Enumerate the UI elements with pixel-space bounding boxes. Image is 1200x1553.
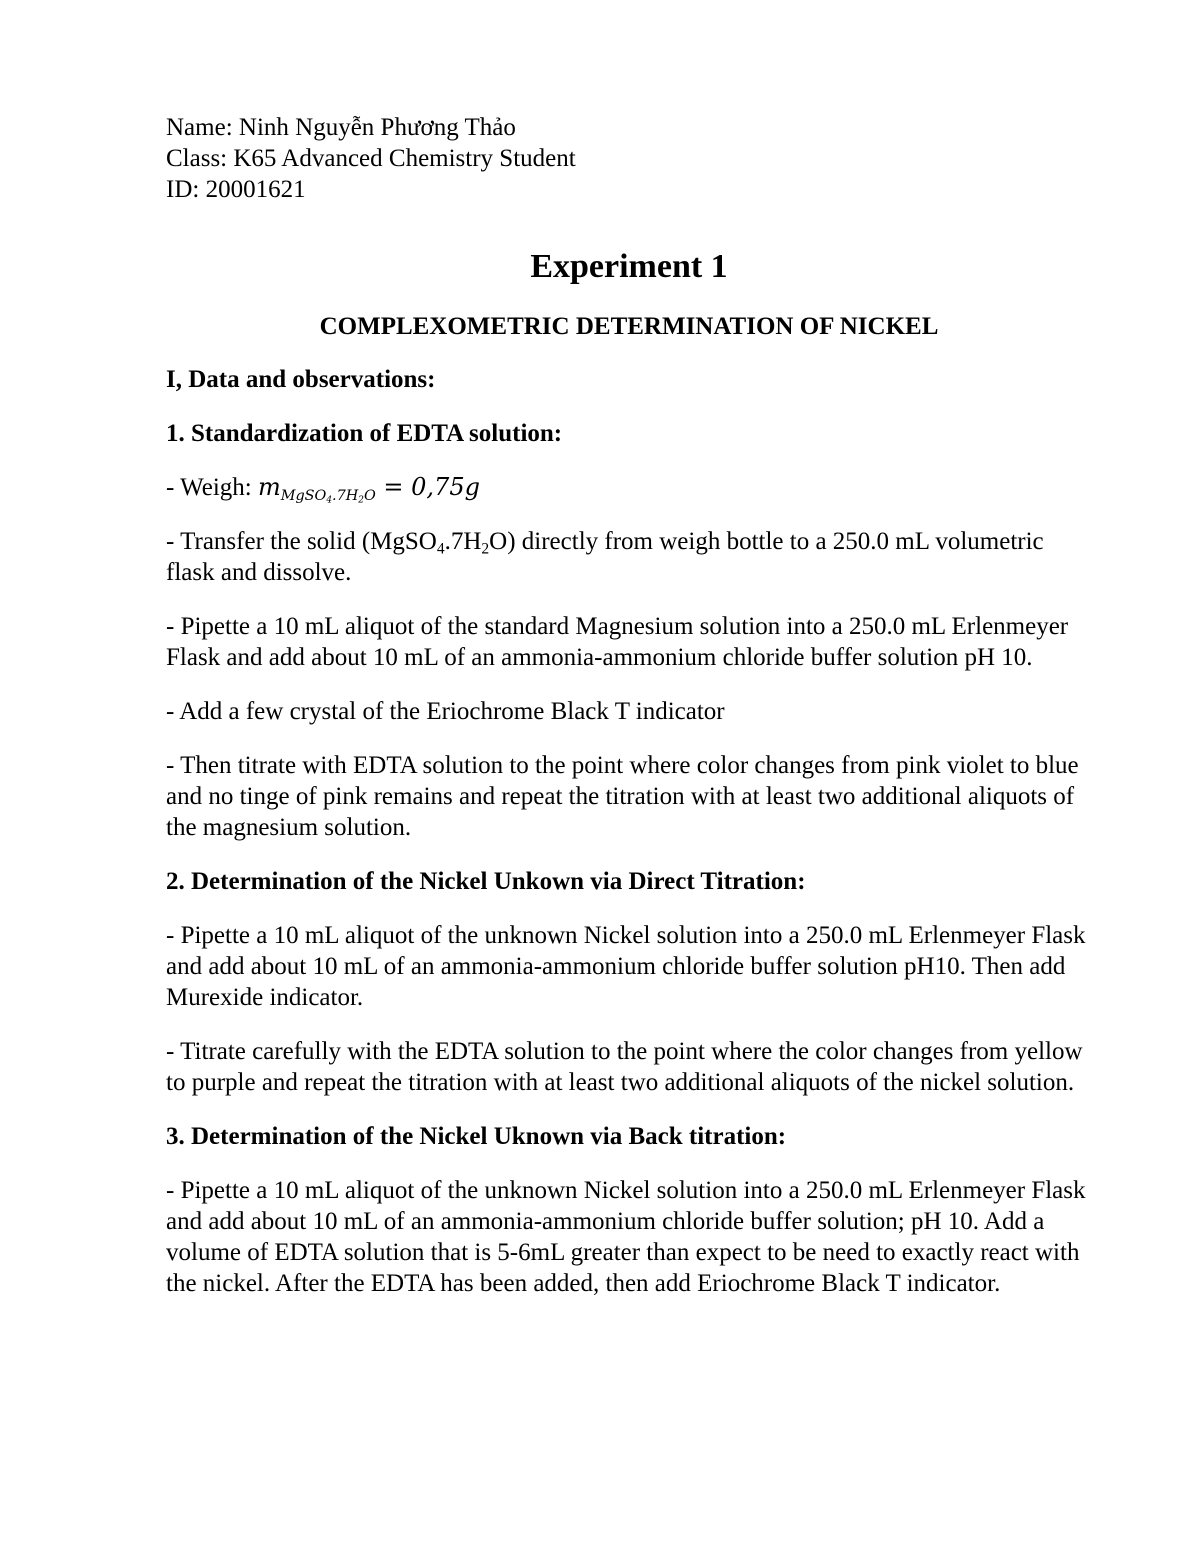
mass-subscript [281,488,376,504]
transfer-prefix: - Transfer the solid (MgSO [166,528,437,555]
transfer-mid: .7H [444,528,482,555]
titrate-direct-paragraph: - Titrate carefully with the EDTA solution to the point where the color changes from yellow to purple and repeat the titration with at least two additional aliquots of the nickel solution. [166,1038,1083,1096]
part2-heading: 2. Determination of the Nickel Unkown via Direct Titration: [166,868,806,895]
mass-sub-2: 2 [358,495,364,506]
transfer-suffix: O) directly from weigh bottle to a 250.0 mL volumetric flask and dissolve. [166,528,1044,586]
student-header [166,112,1092,205]
transfer-sub-2: 2 [481,540,490,558]
mass-value: = 0,75g [375,473,480,501]
pipette-direct-paragraph: - Pipette a 10 mL aliquot of the unknown Nickel solution into a 250.0 mL Erlenmeyer Flask and add about 10 mL of an ammonia-ammonium chloride buffer solution pH10. Then add Murexide indicator. [166,922,1086,1011]
document-title: Experiment 1 [530,248,728,285]
pipette-standard-paragraph: - Pipette a 10 mL aliquot of the standard Magnesium solution into a 250.0 mL Erlenmeyer Flask and add about 10 mL of an ammonia-ammonium chloride buffer solution pH 10. [166,613,1069,671]
part1-heading: 1. Standardization of EDTA solution: [166,420,563,447]
titrate-standard-paragraph: - Then titrate with EDTA solution to the point where color changes from pink violet to blue and no tinge of pink remains and repeat the titration with at least two additional aliquots of the magnesium solution. [166,752,1079,841]
student-class: Class: K65 Advanced Chemistry Student [166,145,576,172]
indicator-paragraph: - Add a few crystal of the Eriochrome Black T indicator [166,698,725,725]
document-page [166,112,1092,1299]
weigh-line [166,472,1092,506]
mass-symbol: m [257,473,281,501]
weigh-formula [257,473,480,506]
mass-sub-mid: .7H [332,488,359,505]
mass-sub-4: 4 [326,495,333,506]
student-name: Name: Ninh Nguyễn Phương Thảo [166,114,516,141]
mass-sub-end: O [363,488,376,505]
section-heading: I, Data and observations: [166,366,436,393]
pipette-back-paragraph: - Pipette a 10 mL aliquot of the unknown Nickel solution into a 250.0 mL Erlenmeyer Flask and add about 10 mL of an ammonia-ammonium chloride buffer solution; pH 10. Add a volume of EDTA solution that is 5-6mL greater than expect to be need to exactly react with the nickel. After the EDTA has been added, then add Eriochrome Black T indicator. [166,1177,1086,1297]
student-id: ID: 20001621 [166,176,306,203]
transfer-paragraph [166,526,1092,588]
transfer-sub-4: 4 [436,540,445,558]
mass-sub-a: MgSO [280,488,327,505]
document-subtitle: COMPLEXOMETRIC DETERMINATION OF NICKEL [319,313,939,340]
weigh-prefix: - Weigh: [166,474,258,501]
part3-heading: 3. Determination of the Nickel Uknown via Back titration: [166,1123,787,1150]
